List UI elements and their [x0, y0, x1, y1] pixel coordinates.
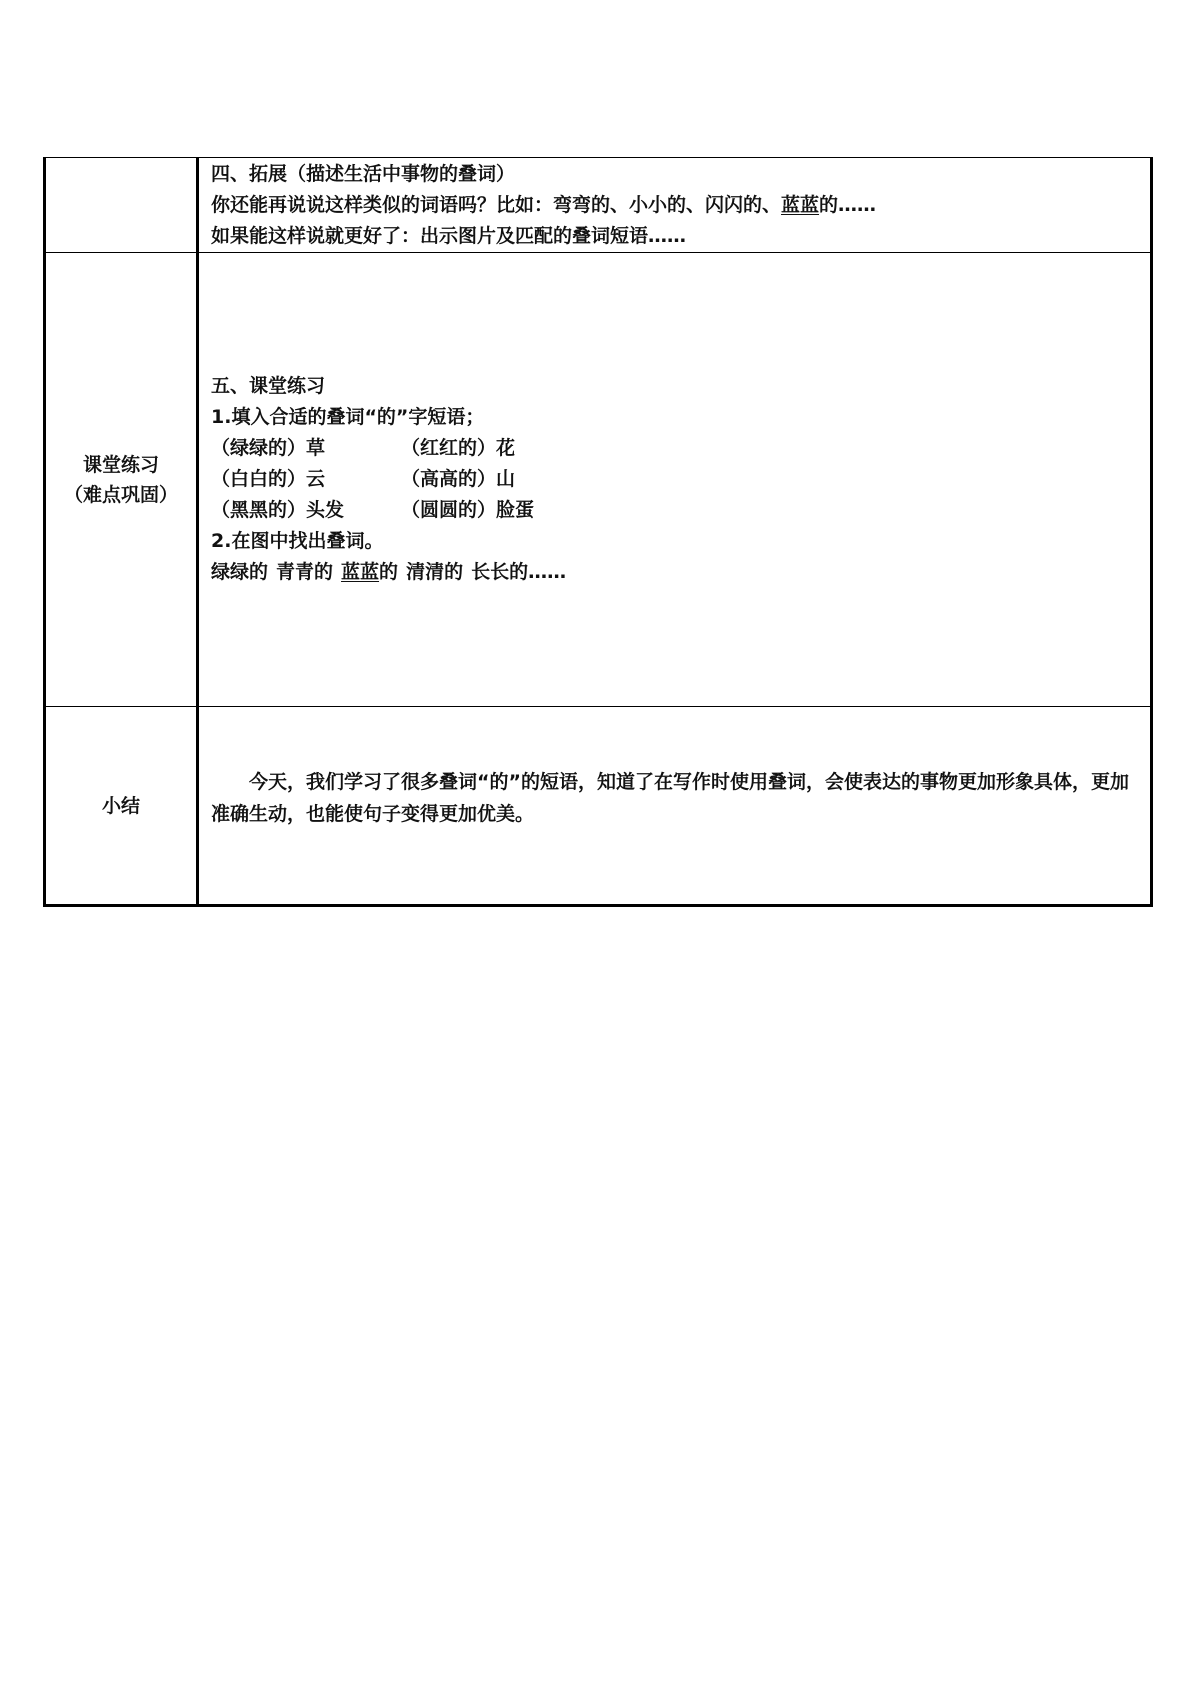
- practice-label-line-2: （难点巩固）: [63, 483, 178, 506]
- summary-label-cell: [45, 707, 198, 906]
- practice-label-cell: [45, 253, 198, 707]
- practice-word: 绿绿的: [211, 561, 269, 583]
- practice-answer: （高高的）山: [401, 468, 516, 490]
- practice-answer: （黑黑的）头发: [211, 499, 345, 521]
- practice-answer: （白白的）云: [211, 468, 326, 490]
- practice-question-1: 1.填入合适的叠词“的”字短语；: [211, 406, 485, 428]
- extension-heading: 四、拓展（描述生活中事物的叠词）: [211, 163, 516, 185]
- practice-question-2: 2.在图中找出叠词。: [211, 530, 384, 552]
- practice-label: [46, 450, 196, 510]
- practice-content-cell: [198, 253, 1152, 707]
- practice-answer: （绿绿的）草: [211, 437, 326, 459]
- extension-row: [45, 158, 1152, 253]
- extension-label-cell: [45, 158, 198, 253]
- practice-pair-row: [211, 433, 1140, 464]
- practice-answer: （红红的）花: [401, 437, 516, 459]
- practice-pair-row: [211, 464, 1140, 495]
- practice-heading: 五、课堂练习: [211, 375, 326, 397]
- extension-line-1-text: 你还能再说说这样类似的词语吗？比如：弯弯的、小小的、闪闪的、: [211, 194, 782, 216]
- practice-word: 长长的……: [471, 561, 567, 583]
- extension-line-1-tail: 的……: [819, 194, 877, 216]
- practice-answer: （圆圆的）脸蛋: [401, 499, 535, 521]
- practice-label-line-1: 课堂练习: [82, 453, 159, 476]
- summary-content-cell: [198, 707, 1152, 906]
- summary-text: 今天，我们学习了很多叠词“的”的短语，知道了在写作时使用叠词，会使表达的事物更加形象具体，更加准确生动，也能使句子变得更加优美。: [211, 770, 1129, 825]
- extension-line-1: [211, 190, 1140, 221]
- extension-line-2: 如果能这样说就更好了：出示图片及匹配的叠词短语……: [211, 225, 687, 247]
- practice-word: 青青的: [276, 561, 334, 583]
- practice-underlined-word: 蓝蓝: [341, 561, 380, 583]
- practice-word-list: [211, 557, 1140, 588]
- practice-pair-row: [211, 495, 1140, 526]
- extension-content-cell: [198, 158, 1152, 253]
- extension-underlined-word: 蓝蓝: [781, 194, 820, 216]
- practice-word-tail: 的: [379, 561, 399, 583]
- practice-word: 清清的: [406, 561, 464, 583]
- summary-row: [45, 707, 1152, 906]
- practice-row: [45, 253, 1152, 707]
- summary-label: 小结: [101, 794, 140, 817]
- lesson-plan-table: [43, 157, 1153, 907]
